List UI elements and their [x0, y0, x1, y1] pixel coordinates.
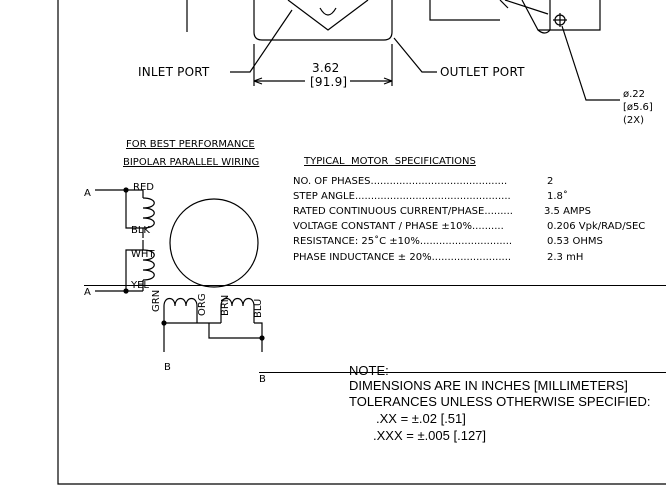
wiring-diagram — [95, 190, 262, 352]
spec-value: 1.8˚ — [547, 191, 568, 202]
motor-body-outline — [187, 0, 508, 40]
rotor-circle — [170, 199, 258, 287]
inlet-leader — [230, 10, 292, 72]
wiring-heading-type: BIPOLAR PARALLEL WIRING — [123, 157, 260, 168]
spec-value: 2 — [547, 176, 554, 187]
hole-leader — [562, 26, 620, 100]
spec-label: RESISTANCE: 25˚C ±10%............................. — [293, 236, 513, 247]
spec-label: PHASE INDUCTANCE ± 20%......................... — [293, 252, 512, 263]
terminal-b-bar-label: B — [259, 375, 666, 385]
hole-count: (2X) — [623, 115, 645, 126]
spec-value: 0.53 OHMS — [547, 236, 603, 247]
wire-grn-label: GRN — [151, 289, 162, 312]
wiring-heading-performance: FOR BEST PERFORMANCE — [126, 139, 255, 150]
spec-label: VOLTAGE CONSTANT / PHASE ±10%.......... — [293, 221, 504, 232]
spec-label: RATED CONTINUOUS CURRENT/PHASE......... — [293, 206, 513, 217]
hole-diameter-inches: ø.22 — [623, 89, 646, 100]
width-dimension-mm: [91.9] — [310, 75, 348, 89]
spec-row — [293, 237, 512, 247]
spec-label: NO. OF PHASES........................................... — [293, 176, 508, 187]
wire-blk-label: BLK — [131, 225, 150, 236]
note-title: NOTE: — [349, 363, 389, 378]
spec-row — [293, 253, 511, 263]
wire-brn-label: BRN — [220, 294, 231, 316]
wire-red-label: RED — [133, 182, 154, 193]
mount-bracket — [505, 0, 600, 33]
wire-wht-label: WHT — [131, 249, 155, 260]
note-tolerance-xx: .XX = ±.02 [.51] — [376, 411, 466, 426]
outlet-port-label: OUTLET PORT — [440, 65, 525, 79]
spec-row — [293, 192, 511, 202]
terminal-a-label: A — [84, 188, 91, 199]
spec-row — [293, 177, 507, 187]
note-tolerances: TOLERANCES UNLESS OTHERWISE SPECIFIED: — [349, 394, 651, 409]
terminal-a-bar-label: A — [84, 288, 666, 298]
spec-value: 0.206 Vpk/RAD/SEC — [547, 221, 646, 232]
hole-diameter-mm: [ø5.6] — [623, 102, 653, 113]
spec-value: 2.3 mH — [547, 252, 584, 263]
width-dimension-inches: 3.62 — [312, 61, 340, 75]
outlet-leader — [394, 38, 437, 72]
spec-row — [293, 222, 504, 232]
spec-row — [293, 207, 513, 217]
terminal-b-label: B — [164, 362, 171, 373]
inlet-port-label: INLET PORT — [138, 65, 210, 79]
spec-label: STEP ANGLE................................................. — [293, 191, 511, 202]
wire-yel-label: YEL — [131, 280, 149, 291]
note-dimensions: DIMENSIONS ARE IN INCHES [MILLIMETERS] — [349, 378, 628, 393]
spec-value: 3.5 AMPS — [544, 206, 591, 217]
specs-heading: TYPICAL MOTOR SPECIFICATIONS — [304, 156, 476, 167]
note-tolerance-xxx: .XXX = ±.005 [.127] — [373, 428, 487, 443]
wire-org-label: ORG — [197, 293, 208, 316]
wire-blu-label: BLU — [253, 298, 264, 318]
